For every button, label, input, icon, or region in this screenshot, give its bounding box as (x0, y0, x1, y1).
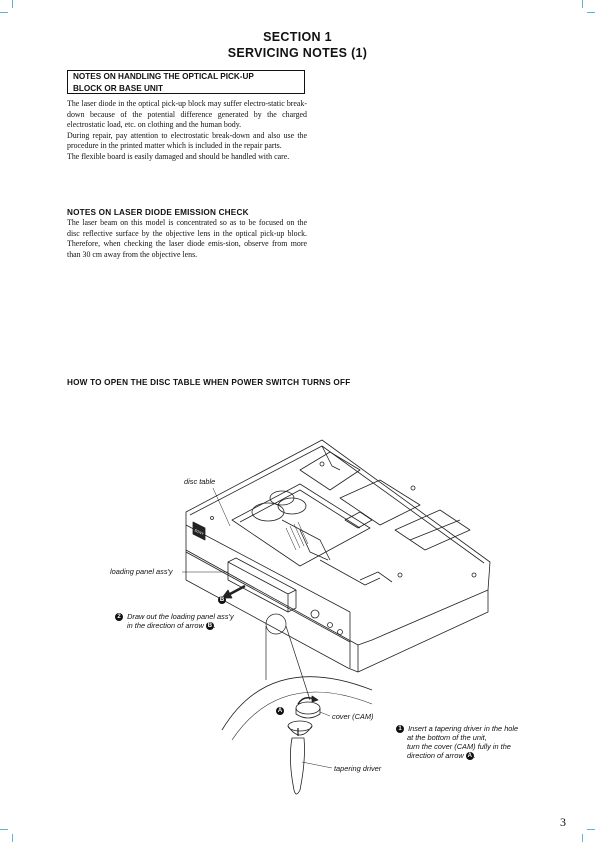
step1-line1: Insert a tapering driver in the hole (408, 724, 519, 733)
step1-number: 1 (396, 725, 404, 733)
paragraph: The laser diode in the optical pick-up block may suffer electro-static break-down because of the potential difference generated by the charged electrostatic load, etc. on clothing and the human body. (67, 99, 307, 130)
leader-disc-table (213, 488, 230, 526)
leader-cover (320, 712, 330, 716)
step2-label: 2 Draw out the loading panel ass'y in the direction of arrow B . (115, 612, 234, 630)
label-loading-panel: loading panel ass'y (110, 567, 173, 576)
step2-line2: in the direction of arrow (127, 621, 204, 631)
page-number: 3 (560, 815, 566, 829)
tapering-driver (290, 738, 304, 794)
step1-line3: turn the cover (CAM) fully in the (407, 742, 511, 752)
laser-text: The laser beam on this model is concentrated so as to be focused on the disc reflective surface by the objective lens in the optical pick-up block. Therefore, when checking the laser diode emis-sion, observe from more than 30 cm away from the objective lens. (67, 218, 307, 259)
step1-label: 1 Insert a tapering driver in the hole at the bottom of the unit, turn the cover (CAM) fully in the direction of arrow A . (396, 724, 518, 760)
label-driver: tapering driver (334, 764, 382, 773)
step1-line4: direction of arrow (407, 751, 464, 761)
paragraph: During repair, pay attention to electrostatic break-down and also use the procedure in the printed matter which is included in the repair parts. (67, 130, 307, 151)
brand-logo: SONY (193, 528, 205, 537)
notes-box-line2: BLOCK OR BASE UNIT (73, 83, 164, 93)
marker-a: A (277, 708, 283, 715)
section-subtitle: SERVICING NOTES (1) (227, 46, 368, 60)
notes-box-line1: NOTES ON HANDLING THE OPTICAL PICK-UP (73, 72, 254, 81)
disc-table-heading: HOW TO OPEN THE DISC TABLE WHEN POWER SWITCH TURNS OFF (67, 378, 351, 387)
step2-line1: Draw out the loading panel ass'y (127, 612, 234, 621)
section-title: SECTION 1 (263, 30, 332, 44)
label-disc-table: disc table (184, 477, 216, 486)
disc-mechanism (232, 484, 370, 566)
step2-number: 2 (115, 613, 123, 621)
step1-line2: at the bottom of the unit, (407, 733, 487, 743)
leader-driver (302, 762, 332, 768)
paragraph: The flexible board is easily damaged and should be handled with care. (67, 151, 290, 161)
laser-heading: NOTES ON LASER DIODE EMISSION CHECK (67, 208, 249, 217)
chassis-top-edge (190, 446, 484, 563)
label-cover: cover (CAM) (332, 712, 374, 721)
marker-b: B (219, 597, 225, 604)
